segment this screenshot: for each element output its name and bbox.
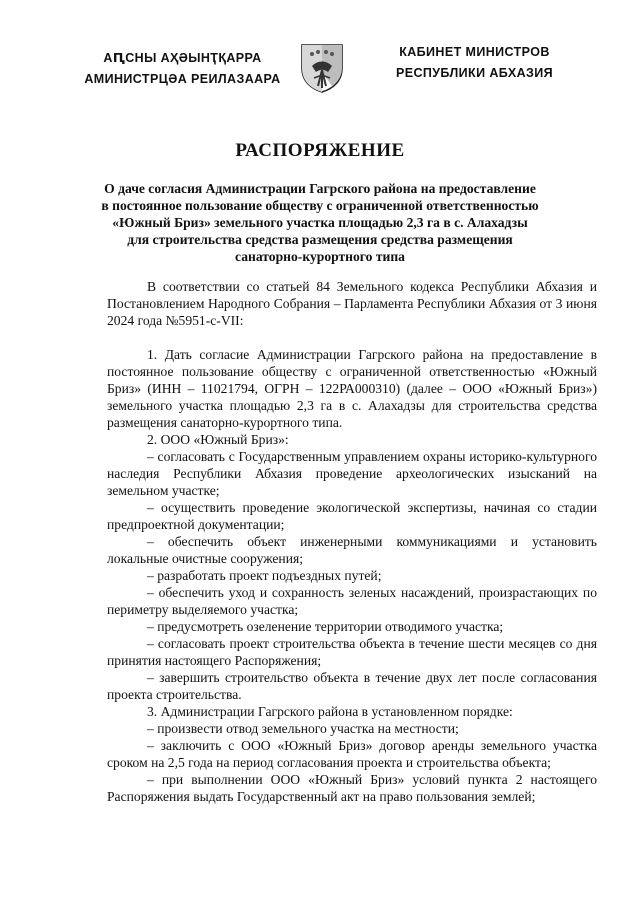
list-item: – при выполнении ООО «Южный Бриз» условий пункта 2 настоящего Распоряжения выдать Государственный акт на право пользования землей; <box>107 772 597 804</box>
header-right-line-2: РЕСПУБЛИКИ АБХАЗИЯ <box>395 66 554 80</box>
list-item: – заключить с ООО «Южный Бриз» договор аренды земельного участка сроком на 2,5 года на период согласования проекта и строительства объекта; <box>107 738 597 770</box>
paragraph-2: 2. ООО «Южный Бриз»: <box>147 432 289 447</box>
preamble: В соответствии со статьей 84 Земельного кодекса Республики Абхазия и Постановлением Народного Собрания – Парламента Республики Абхазия от 3 июня 2024 года №5951-с-VII: <box>107 279 597 328</box>
list-item: – обеспечить объект инженерными коммуникациями и установить локальные очистные сооружения; <box>107 534 597 566</box>
coat-of-arms-icon <box>298 42 346 94</box>
list-item: – согласовать проект строительства объекта в течение шести месяцев со дня принятия настоящего Распоряжения; <box>107 636 597 668</box>
list-item: – осуществить проведение экологической экспертизы, начиная со стадии предпроектной документации; <box>107 500 597 532</box>
header-left-line-1: АԤСНЫ АҲӘЫНҬҚАРРА <box>103 51 262 65</box>
list-item: – согласовать с Государственным управлением охраны историко-культурного наследия Республики Абхазия проведение археологических изысканий на земельном участке; <box>107 449 597 498</box>
header-right-line-1: КАБИНЕТ МИНИСТРОВ <box>399 45 550 59</box>
paragraph-1: 1. Дать согласие Администрации Гагрского района на предоставление в постоянное пользование обществу с ограниченной ответственностью «Южный Бриз» (ИНН – 11021794, ОГРН – 122РА000310) (далее – ООО «Южный Бриз») земельного участка площадью 2,3 га в с. Алахадзы для строительства средства размещения санаторно-курортного типа. <box>107 347 597 430</box>
subject-line: О даче согласия Администрации Гагрского района на предоставление <box>104 181 536 196</box>
list-item: – обеспечить уход и сохранность зеленых насаждений, произрастающих по периметру выделяемого участка; <box>107 585 597 617</box>
subject-line: в постоянное пользование обществу с ограниченной ответственностью <box>101 198 539 213</box>
list-item: – завершить строительство объекта в течение двух лет после согласования проекта строительства. <box>107 670 597 702</box>
document-subject <box>100 180 540 265</box>
list-item: – произвести отвод земельного участка на местности; <box>147 721 459 736</box>
subject-line: санаторно-курортного типа <box>235 249 405 264</box>
document-title: РАСПОРЯЖЕНИЕ <box>235 140 405 161</box>
subject-line: «Южный Бриз» земельного участка площадью 2,3 га в с. Алахадзы <box>112 215 528 230</box>
header-right <box>372 42 577 84</box>
document-body <box>107 278 597 805</box>
list-item: – предусмотреть озеленение территории отводимого участка; <box>147 619 504 634</box>
paragraph-3: 3. Администрации Гагрского района в установленном порядке: <box>147 704 513 719</box>
list-item: – разработать проект подъездных путей; <box>147 568 382 583</box>
header-left-line-2: АМИНИСТРЦӘА РЕИЛАЗААРА <box>84 72 281 86</box>
header-left <box>80 48 285 90</box>
subject-line: для строительства средства размещения средства размещения <box>127 232 513 247</box>
